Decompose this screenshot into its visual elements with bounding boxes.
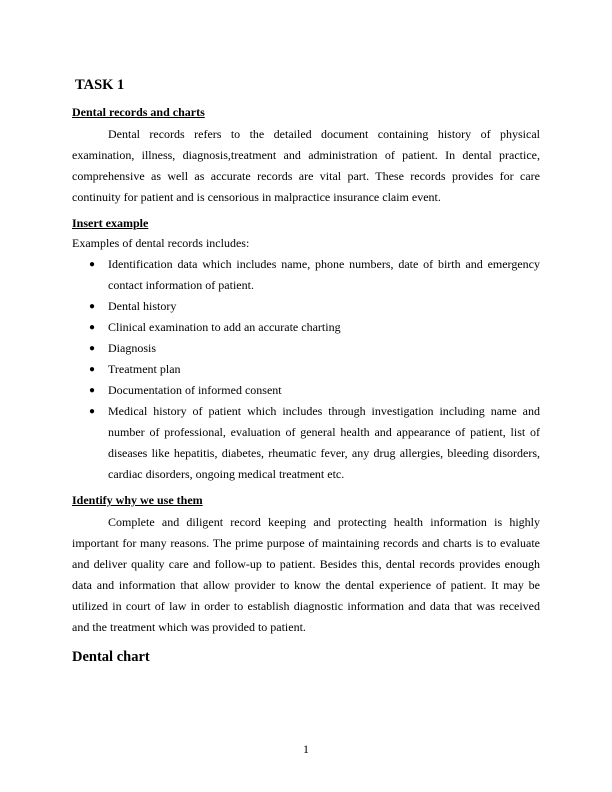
- list-item: [72, 254, 540, 296]
- dental-chart-heading: Dental chart: [72, 649, 150, 665]
- bullet-icon: ●: [89, 259, 96, 270]
- list-item: [72, 317, 540, 338]
- section-heading-why-use: Identify why we use them: [72, 493, 203, 507]
- list-item-text: Documentation of informed consent: [108, 383, 282, 397]
- bullet-icon: ●: [89, 322, 96, 333]
- bullet-icon: ●: [89, 301, 96, 312]
- why-use-paragraph: Complete and diligent record keeping and protecting health information is highly important for many reasons. The prime purpose of maintaining records and charts is to evaluate and deliver quality care and follow-up to patient. Besides this, dental records provides enough data and information that allow provider to know the dental experience of patient. It may be utilized in court of law in order to establish diagnostic information and data that was received and the treatment which was provided to patient.: [72, 515, 540, 634]
- list-item-text: Identification data which includes name, phone numbers, date of birth and emergency contact information of patient.: [108, 257, 540, 292]
- section-heading-dental-records: Dental records and charts: [72, 105, 205, 119]
- list-item: [72, 338, 540, 359]
- dental-records-paragraph: Dental records refers to the detailed document containing history of physical examination, illness, diagnosis,treatment and administration of patient. In dental practice, comprehensive as well as accurate records are vital part. These records provides for care continuity for patient and is censorious in malpractice insurance claim event.: [72, 127, 540, 204]
- bullet-icon: ●: [89, 406, 96, 417]
- examples-list: [72, 254, 540, 485]
- bullet-icon: ●: [89, 343, 96, 354]
- list-item-text: Diagnosis: [108, 341, 156, 355]
- list-item: [72, 380, 540, 401]
- list-item-text: Dental history: [108, 299, 177, 313]
- bullet-icon: ●: [89, 364, 96, 375]
- bullet-icon: ●: [89, 385, 96, 396]
- list-item: [72, 401, 540, 485]
- document-page: [72, 76, 540, 666]
- list-item: [72, 296, 540, 317]
- page-number: 1: [303, 742, 309, 756]
- list-item: [72, 359, 540, 380]
- list-item-text: Treatment plan: [108, 362, 181, 376]
- list-item-text: Medical history of patient which includes through investigation including name and number of professional, evaluation of general health and appearance of patient, list of diseases like hepatitis, diabetes, rheumatic fever, any drug allergies, bleeding disorders, cardiac disorders, ongoing medical treatment etc.: [108, 404, 540, 481]
- section-heading-insert-example: Insert example: [72, 216, 149, 230]
- list-item-text: Clinical examination to add an accurate charting: [108, 320, 341, 334]
- task-title: TASK 1: [75, 77, 125, 93]
- examples-intro: Examples of dental records includes:: [72, 236, 250, 250]
